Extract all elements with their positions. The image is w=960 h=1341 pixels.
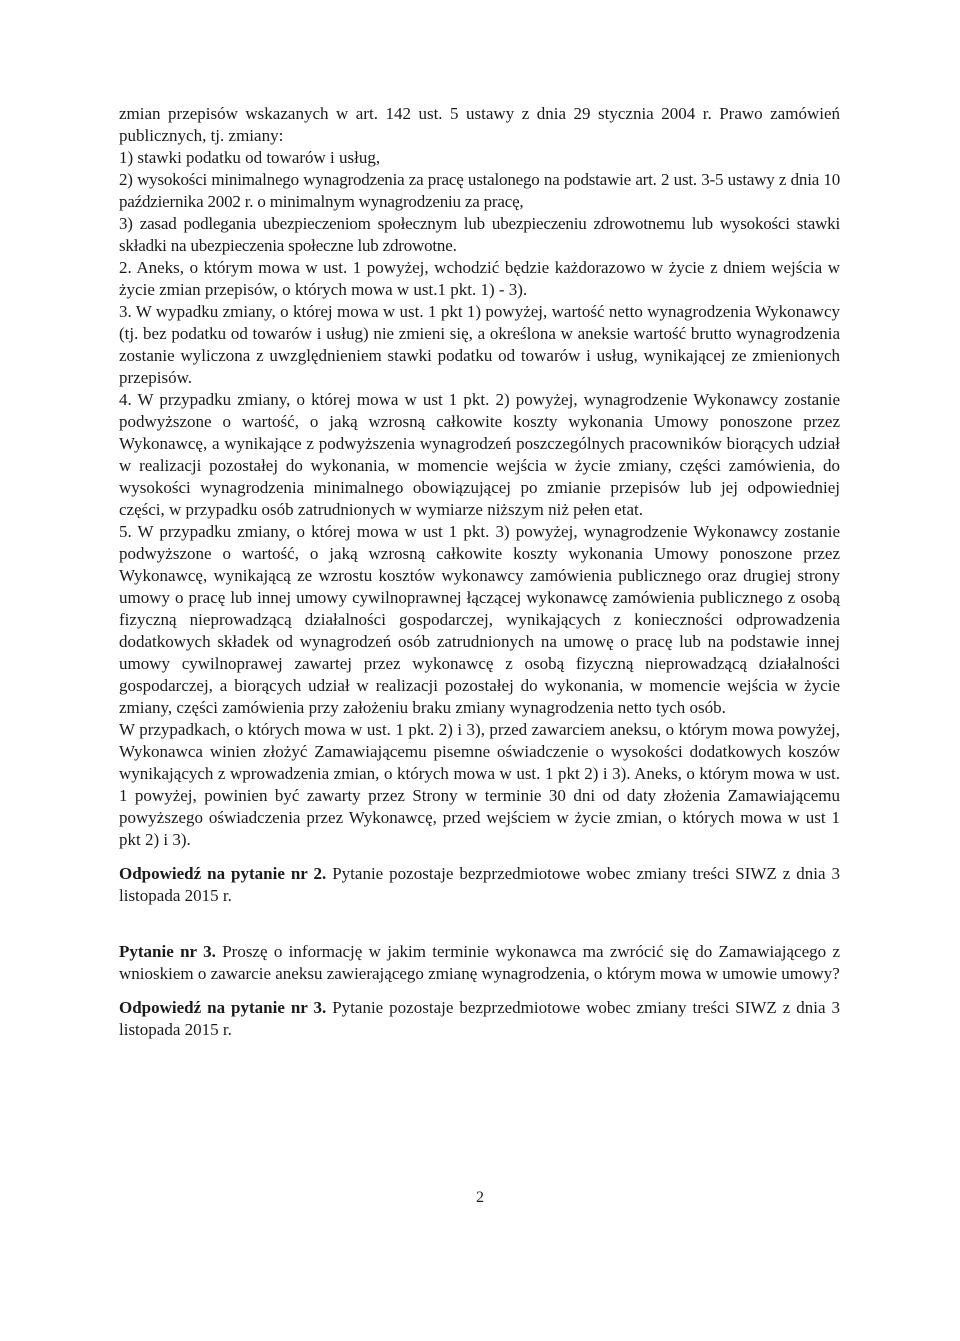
annex-procedure-paragraph: W przypadkach, o których mowa w ust. 1 pkt. 2) i 3), przed zawarciem aneksu, o którym mowa powyżej, Wykonawca winien złożyć Zamawiającemu pisemne oświadczenie o wysokości dodatkowych koszów wynikających z wprowadzenia zmian, o których mowa w ust. 1 pkt 2) i 3). Aneks, o którym mowa w ust. 1 powyżej, powinien być zawarty przez Strony w terminie 30 dni od daty złożenia Zamawiającemu powyższego oświadczenia przez Wykonawcę, przed wejściem w życie zmian, o których mowa w ust 1 pkt 2) i 3). [119,720,840,849]
question-3-paragraph [119,941,840,985]
spacer [119,851,840,863]
clause-4-paragraph: 4. W przypadku zmiany, o której mowa w ust 1 pkt. 2) powyżej, wynagrodzenie Wykonawcy zostanie podwyższone o wartość, o jaką wzrosną całkowite koszty wykonania Umowy ponoszone przez Wykonawcę, a wynikające z podwyższenia wynagrodzeń poszczególnych pracowników biorących udział w realizacji pozostałej do wykonania, w momencie wejścia w życie zmiany, części zamówienia, do wysokości wynagrodzenia minimalnego obowiązującej po zmianie przepisów lub jej odpowiedniej części, w przypadku osób zatrudnionych w wymiarze niższym niż pełen etat. [119,390,840,519]
spacer [119,907,840,941]
answer-2-text: Pytanie pozostaje bezprzedmiotowe wobec zmiany treści SIWZ z dnia 3 listopada 2015 r. [119,864,840,905]
list-item-social-insurance: 3) zasad podlegania ubezpieczeniom społecznym lub ubezpieczeniu zdrowotnemu lub wysokości stawki składki na ubezpieczenia społeczne lub zdrowotne. [119,214,840,255]
clause-5-paragraph: 5. W przypadku zmiany, o której mowa w ust 1 pkt. 3) powyżej, wynagrodzenie Wykonawcy zostanie podwyższone o wartość, o jaką wzrosną całkowite koszty wykonania Umowy ponoszone przez Wykonawcę, wynikającą ze wzrostu kosztów wykonawcy zamówienia publicznego oraz drugiej strony umowy o pracę lub innej umowy cywilnoprawnej łączącej wykonawcę zamówienia publicznego z osobą fizyczną nieprowadzącą działalności gospodarczej, wynikających z konieczności odprowadzenia dodatkowych składek od wynagrodzeń osób zatrudnionych na umowę o pracę lub na podstawie innej umowy cywilnoprawej zawartej przez wykonawcę z osobą fizyczną nieprowadzącą działalności gospodarczej, a biorących udział w realizacji pozostałej do wykonania, w momencie wejścia w życie zmiany, części zamówienia przy założeniu braku zmiany wynagrodzenia netto tych osób. [119,522,840,717]
answer-3-paragraph [119,997,840,1041]
list-item-vat: 1) stawki podatku od towarów i usług, [119,148,381,167]
list-item-minimum-wage: 2) wysokości minimalnego wynagrodzenia za pracę ustalonego na podstawie art. 2 ust. 3-5 ustawy z dnia 10 października 2002 r. o minimalnym wynagrodzeniu za pracę, [119,170,840,211]
clause-3-paragraph: 3. W wypadku zmiany, o której mowa w ust. 1 pkt 1) powyżej, wartość netto wynagrodzenia Wykonawcy (tj. bez podatku od towarów i usług) nie zmieni się, a określona w aneksie wartość brutto wynagrodzenia zostanie wyliczona z uwzględnieniem stawki podatku od towarów i usług, wynikającej ze zmienionych przepisów. [119,302,840,387]
question-3-text: Proszę o informację w jakim terminie wykonawca ma zwrócić się do Zamawiającego z wnioskiem o zawarcie aneksu zawierającego zmianę wynagrodzenia, o którym mowa w umowie umowy? [119,942,841,983]
document-body [119,103,840,1041]
intro-paragraph: zmian przepisów wskazanych w art. 142 ust. 5 ustawy z dnia 29 stycznia 2004 r. Prawo zamówień publicznych, tj. zmiany: [119,104,840,145]
answer-3-text: Pytanie pozostaje bezprzedmiotowe wobec zmiany treści SIWZ z dnia 3 listopada 2015 r. [119,998,840,1039]
question-3-heading: Pytanie nr 3. [119,942,216,961]
spacer [119,985,840,997]
clause-2-paragraph: 2. Aneks, o którym mowa w ust. 1 powyżej, wchodzić będzie każdorazowo w życie z dniem wejścia w życie zmian przepisów, o których mowa w ust.1 pkt. 1) - 3). [119,258,840,299]
page-number: 2 [476,1189,484,1206]
answer-3-heading: Odpowiedź na pytanie nr 3. [119,998,327,1017]
answer-2-heading: Odpowiedź na pytanie nr 2. [119,864,327,883]
answer-2-paragraph [119,863,840,907]
